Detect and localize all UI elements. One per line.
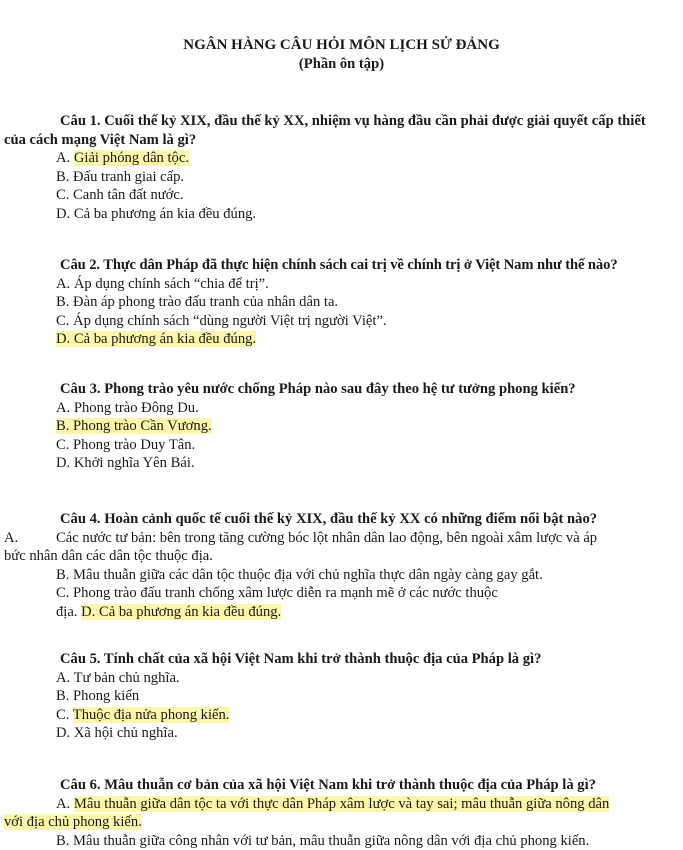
- option-b: B. Mâu thuẫn giữa công nhân với tư bản, mâu thuẫn giữa nông dân với địa chủ phong kiến.: [0, 832, 683, 850]
- question-3: [0, 380, 683, 473]
- option-b: B. Đàn áp phong trào đấu tranh của nhân dân ta.: [0, 293, 683, 312]
- question-text: Câu 2. Thực dân Pháp đã thực hiện chính sách cai trị về chính trị ở Việt Nam như thế nào?: [0, 256, 683, 275]
- question-text: Câu 6. Mâu thuẫn cơ bản của xã hội Việt Nam khi trở thành thuộc địa của Pháp là gì?: [0, 776, 683, 795]
- question-1: [0, 112, 683, 223]
- highlighted-answer-continued: với địa chủ phong kiến.: [4, 814, 142, 830]
- option-c: C. Thuộc địa nửa phong kiến.: [0, 706, 683, 725]
- option-a-continued: bức nhân dân các dân tộc thuộc địa.: [0, 547, 683, 566]
- option-a: A. Giải phóng dân tộc.: [0, 149, 683, 168]
- option-c: C. Phong trào đấu tranh chống xâm lược diễn ra mạnh mẽ ở các nước thuộc: [0, 584, 683, 603]
- option-a: A. Áp dụng chính sách “chia để trị”.: [0, 275, 683, 294]
- option-c-continued: địa. D. Cả ba phương án kia đều đúng.: [0, 603, 683, 622]
- question-text: Câu 3. Phong trào yêu nước chống Pháp nào sau đây theo hệ tư tưởng phong kiến?: [0, 380, 683, 399]
- question-2: [0, 256, 683, 349]
- option-b: [0, 417, 683, 436]
- option-a: A. Tư bản chủ nghĩa.: [0, 669, 683, 688]
- option-b: B. Mâu thuẫn giữa các dân tộc thuộc địa với chủ nghĩa thực dân ngày càng gay gắt.: [0, 566, 683, 585]
- question-text: Câu 1. Cuối thế kỷ XIX, đầu thế kỷ XX, nhiệm vụ hàng đầu cần phải được giải quyết cấp thiết của cách mạng Việt Nam là gì?: [0, 112, 683, 149]
- option-c: C. Áp dụng chính sách “dùng người Việt trị người Việt”.: [0, 312, 683, 331]
- highlighted-answer: Mâu thuẫn giữa dân tộc ta với thực dân Pháp xâm lược và tay sai; mâu thuẫn giữa nông dân: [74, 796, 609, 812]
- option-b: B. Phong kiến: [0, 687, 683, 706]
- option-d: D. Khởi nghĩa Yên Bái.: [0, 454, 683, 473]
- highlighted-answer: Thuộc địa nửa phong kiến.: [73, 707, 230, 723]
- option-c: C. Canh tân đất nước.: [0, 186, 683, 205]
- question-text: Câu 4. Hoàn cảnh quốc tế cuối thế kỷ XIX, đầu thế kỷ XX có những điểm nổi bật nào?: [0, 510, 683, 529]
- highlighted-answer: Giải phóng dân tộc.: [74, 150, 189, 166]
- option-a: A. Các nước tư bản: bên trong tăng cường bóc lột nhân dân lao động, bên ngoài xâm lược và áp: [0, 529, 683, 548]
- highlighted-answer: B. Phong trào Cần Vương.: [56, 418, 212, 434]
- option-a: A. Phong trào Đông Du.: [0, 399, 683, 418]
- question-6: [0, 776, 683, 850]
- highlighted-answer: D. Cả ba phương án kia đều đúng.: [81, 604, 281, 620]
- option-a-continued: [0, 813, 683, 832]
- document-subtitle: (Phần ôn tập): [0, 55, 683, 74]
- option-d: D. Xã hội chủ nghĩa.: [0, 724, 683, 743]
- option-c: C. Phong trào Duy Tân.: [0, 436, 683, 455]
- option-b: B. Đấu tranh giai cấp.: [0, 168, 683, 187]
- option-d: [0, 330, 683, 349]
- option-a: A. Mâu thuẫn giữa dân tộc ta với thực dân Pháp xâm lược và tay sai; mâu thuẫn giữa nông dân: [0, 795, 683, 814]
- option-d: D. Cả ba phương án kia đều đúng.: [0, 205, 683, 224]
- highlighted-answer: D. Cả ba phương án kia đều đúng.: [56, 331, 256, 347]
- document-title: NGÂN HÀNG CÂU HỎI MÔN LỊCH SỬ ĐẢNG: [0, 36, 683, 55]
- question-text: Câu 5. Tính chất của xã hội Việt Nam khi trở thành thuộc địa của Pháp là gì?: [0, 650, 683, 669]
- question-4: [0, 510, 683, 621]
- question-5: [0, 650, 683, 743]
